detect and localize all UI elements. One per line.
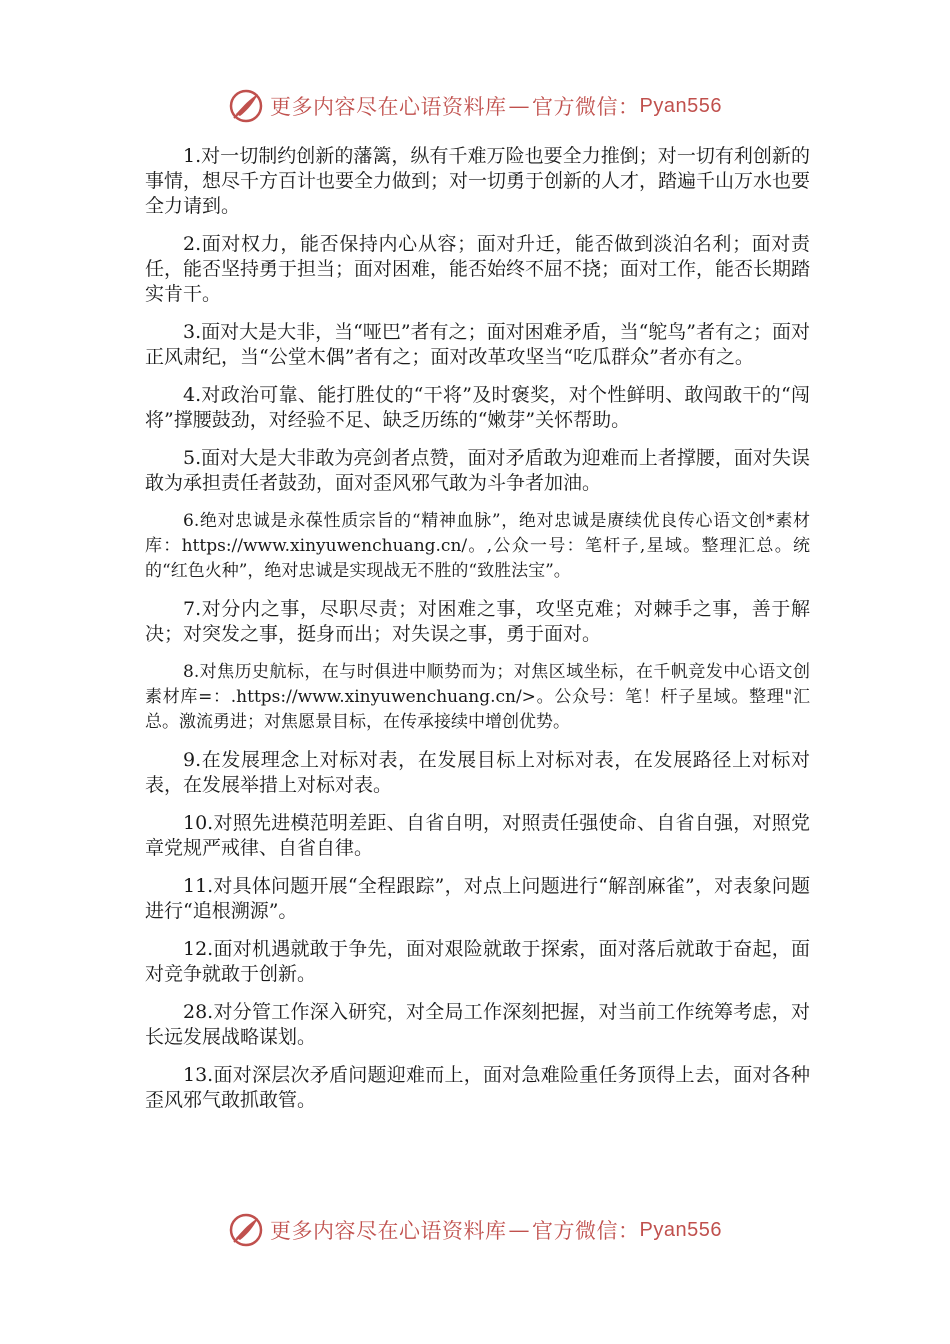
paragraph-5: 5.面对大是大非敢为亮剑者点赞，面对矛盾敢为迎难而上者撑腰，面对失误敢为承担责任者鼓劲，面对歪风邪气敢为斗争者加油。: [145, 447, 810, 494]
paragraph-8: 8.对焦历史航标，在与时俱进中顺势而为；对焦区域坐标，在千帆竞发中心语文创素材库=：.https://www.xinyuwenchuang.cn/>。公众号：笔！杆子星域。整理"汇总。激流勇进；对焦愿景目标，在传承接续中增创优势。: [145, 662, 810, 732]
paragraph-13: 13.面对深层次矛盾问题迎难而上，面对急难险重任务顶得上去，面对各种歪风邪气敢抓敢管。: [145, 1064, 810, 1111]
quill-logo-icon: [228, 1212, 264, 1248]
paragraph-9: 9.在发展理念上对标对表，在发展目标上对标对表，在发展路径上对标对表，在发展举措上对标对表。: [145, 749, 810, 796]
footer-wechat-id: Pyan556: [639, 1218, 722, 1241]
header-banner-text: 更多内容尽在心语资料库: [270, 95, 507, 119]
paragraph-1: 1.对一切制约创新的藩篱，纵有千难万险也要全力推倒；对一切有利创新的事情，想尽千方百计也要全力做到；对一切勇于创新的人才，踏遍千山万水也要全力请到。: [145, 145, 811, 217]
paragraph-10: 10.对照先进模范明差距、自省自明，对照责任强使命、自省自强，对照党章党规严戒律、自省自律。: [145, 812, 810, 859]
paragraph-11: 11.对具体问题开展“全程跟踪”，对点上问题进行“解剖麻雀”，对表象问题进行“追根溯源”。: [145, 875, 810, 922]
paragraph-4: 4.对政治可靠、能打胜仗的“干将”及时褒奖，对个性鲜明、敢闯敢干的“闯将”撑腰鼓劲，对经验不足、缺乏历练的“嫩芽”关怀帮助。: [145, 384, 810, 431]
paragraph-6: 6.绝对忠诚是永葆性质宗旨的“精神血脉”，绝对忠诚是赓续优良传心语文创*素材库：https://www.xinyuwenchuang.cn/。,公众一号：笔杆子,星域。整理汇总。统的“红色火种”，绝对忠诚是实现战无不胜的“致胜法宝”。: [145, 511, 810, 581]
paragraph-12: 12.面对机遇就敢于争先，面对艰险就敢于探索，面对落后就敢于奋起，面对竞争就敢于创新。: [145, 938, 810, 985]
header-banner: [0, 86, 950, 126]
paragraph-28: 28.对分管工作深入研究，对全局工作深刻把握，对当前工作统筹考虑，对长远发展战略谋划。: [145, 1001, 810, 1048]
header-dash: —: [508, 94, 531, 118]
footer-official-label: 官方微信：: [532, 1219, 640, 1243]
footer-banner: [0, 1210, 950, 1250]
document-body: [145, 144, 810, 1126]
paragraph-7: 7.对分内之事，尽职尽责；对困难之事，攻坚克难；对棘手之事，善于解决；对突发之事，挺身而出；对失误之事，勇于面对。: [145, 598, 810, 645]
footer-banner-text: 更多内容尽在心语资料库: [270, 1219, 507, 1243]
paragraph-3: 3.面对大是大非，当“哑巴”者有之；面对困难矛盾，当“鸵鸟”者有之；面对正风肃纪，当“公堂木偶”者有之；面对改革攻坚当“吃瓜群众”者亦有之。: [145, 321, 810, 368]
quill-logo-icon: [228, 88, 264, 124]
header-wechat-id: Pyan556: [639, 94, 722, 117]
header-official-label: 官方微信：: [532, 95, 640, 119]
paragraph-2: 2.面对权力，能否保持内心从容；面对升迁，能否做到淡泊名利；面对责任，能否坚持勇于担当；面对困难，能否始终不屈不挠；面对工作，能否长期踏实肯干。: [145, 233, 811, 305]
footer-dash: —: [508, 1218, 531, 1242]
